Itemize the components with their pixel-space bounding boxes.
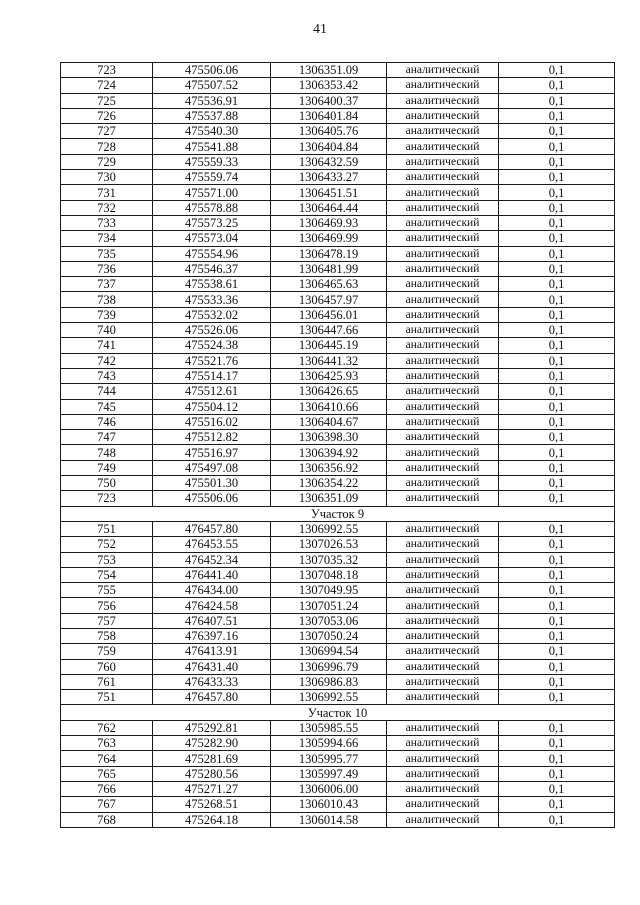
error-cell: 0,1 (499, 277, 615, 292)
point-number-cell: 765 (61, 766, 153, 781)
method-cell: аналитический (387, 445, 499, 460)
error-cell: 0,1 (499, 445, 615, 460)
method-cell: аналитический (387, 414, 499, 429)
y-coordinate-cell: 1306464.44 (271, 200, 387, 215)
point-number-cell: 723 (61, 63, 153, 78)
method-cell: аналитический (387, 720, 499, 735)
x-coordinate-cell: 475268.51 (153, 797, 271, 812)
point-number-cell: 755 (61, 583, 153, 598)
point-number-cell: 729 (61, 154, 153, 169)
table-row (61, 674, 615, 689)
table-row (61, 766, 615, 781)
method-cell: аналитический (387, 766, 499, 781)
x-coordinate-cell: 475521.76 (153, 353, 271, 368)
point-number-cell: 752 (61, 537, 153, 552)
table-row (61, 628, 615, 643)
table-row (61, 63, 615, 78)
table-row (61, 430, 615, 445)
table-row (61, 231, 615, 246)
table-row (61, 659, 615, 674)
error-cell: 0,1 (499, 491, 615, 506)
method-cell: аналитический (387, 674, 499, 689)
x-coordinate-cell: 476397.16 (153, 628, 271, 643)
point-number-cell: 746 (61, 414, 153, 429)
x-coordinate-cell: 475573.04 (153, 231, 271, 246)
x-coordinate-cell: 475507.52 (153, 78, 271, 93)
x-coordinate-cell: 475533.36 (153, 292, 271, 307)
x-coordinate-cell: 475512.82 (153, 430, 271, 445)
method-cell: аналитический (387, 430, 499, 445)
table-row (61, 567, 615, 582)
table-row (61, 414, 615, 429)
point-number-cell: 753 (61, 552, 153, 567)
x-coordinate-cell: 475516.97 (153, 445, 271, 460)
method-cell: аналитический (387, 277, 499, 292)
point-number-cell: 749 (61, 460, 153, 475)
method-cell: аналитический (387, 108, 499, 123)
x-coordinate-cell: 476433.33 (153, 674, 271, 689)
method-cell: аналитический (387, 185, 499, 200)
point-number-cell: 728 (61, 139, 153, 154)
table-row (61, 537, 615, 552)
method-cell: аналитический (387, 231, 499, 246)
method-cell: аналитический (387, 63, 499, 78)
method-cell: аналитический (387, 246, 499, 261)
y-coordinate-cell: 1306353.42 (271, 78, 387, 93)
y-coordinate-cell: 1306351.09 (271, 63, 387, 78)
x-coordinate-cell: 475516.02 (153, 414, 271, 429)
x-coordinate-cell: 475559.33 (153, 154, 271, 169)
point-number-cell: 750 (61, 476, 153, 491)
y-coordinate-cell: 1306433.27 (271, 170, 387, 185)
y-coordinate-cell: 1306456.01 (271, 307, 387, 322)
error-cell: 0,1 (499, 720, 615, 735)
method-cell: аналитический (387, 292, 499, 307)
method-cell: аналитический (387, 476, 499, 491)
method-cell: аналитический (387, 78, 499, 93)
y-coordinate-cell: 1306006.00 (271, 781, 387, 796)
table-row (61, 399, 615, 414)
point-number-cell: 768 (61, 812, 153, 827)
x-coordinate-cell: 475524.38 (153, 338, 271, 353)
table-row (61, 292, 615, 307)
table-row (61, 644, 615, 659)
section-title: Участок 10 (61, 705, 615, 720)
x-coordinate-cell: 475578.88 (153, 200, 271, 215)
table-row (61, 476, 615, 491)
method-cell: аналитический (387, 521, 499, 536)
point-number-cell: 754 (61, 567, 153, 582)
error-cell: 0,1 (499, 108, 615, 123)
point-number-cell: 734 (61, 231, 153, 246)
table-row (61, 736, 615, 751)
error-cell: 0,1 (499, 399, 615, 414)
method-cell: аналитический (387, 751, 499, 766)
error-cell: 0,1 (499, 307, 615, 322)
error-cell: 0,1 (499, 430, 615, 445)
point-number-cell: 742 (61, 353, 153, 368)
table-row (61, 781, 615, 796)
x-coordinate-cell: 475514.17 (153, 368, 271, 383)
x-coordinate-cell: 475506.06 (153, 63, 271, 78)
point-number-cell: 737 (61, 277, 153, 292)
y-coordinate-cell: 1307053.06 (271, 613, 387, 628)
point-number-cell: 741 (61, 338, 153, 353)
x-coordinate-cell: 475546.37 (153, 261, 271, 276)
table-row (61, 613, 615, 628)
table-row (61, 246, 615, 261)
y-coordinate-cell: 1306986.83 (271, 674, 387, 689)
y-coordinate-cell: 1306394.92 (271, 445, 387, 460)
method-cell: аналитический (387, 215, 499, 230)
x-coordinate-cell: 475281.69 (153, 751, 271, 766)
table-row (61, 200, 615, 215)
error-cell: 0,1 (499, 781, 615, 796)
error-cell: 0,1 (499, 797, 615, 812)
method-cell: аналитический (387, 307, 499, 322)
method-cell: аналитический (387, 537, 499, 552)
x-coordinate-cell: 475554.96 (153, 246, 271, 261)
point-number-cell: 758 (61, 628, 153, 643)
point-number-cell: 745 (61, 399, 153, 414)
method-cell: аналитический (387, 384, 499, 399)
table-row (61, 583, 615, 598)
table-row (61, 170, 615, 185)
y-coordinate-cell: 1305997.49 (271, 766, 387, 781)
y-coordinate-cell: 1306481.99 (271, 261, 387, 276)
error-cell: 0,1 (499, 185, 615, 200)
table-row (61, 552, 615, 567)
method-cell: аналитический (387, 399, 499, 414)
method-cell: аналитический (387, 154, 499, 169)
x-coordinate-cell: 476457.80 (153, 521, 271, 536)
error-cell: 0,1 (499, 476, 615, 491)
y-coordinate-cell: 1305994.66 (271, 736, 387, 751)
table-row (61, 323, 615, 338)
y-coordinate-cell: 1306010.43 (271, 797, 387, 812)
table-row (61, 384, 615, 399)
point-number-cell: 739 (61, 307, 153, 322)
error-cell: 0,1 (499, 292, 615, 307)
point-number-cell: 732 (61, 200, 153, 215)
section-row (61, 705, 615, 720)
point-number-cell: 744 (61, 384, 153, 399)
error-cell: 0,1 (499, 736, 615, 751)
y-coordinate-cell: 1305985.55 (271, 720, 387, 735)
x-coordinate-cell: 476441.40 (153, 567, 271, 582)
point-number-cell: 767 (61, 797, 153, 812)
table-row (61, 690, 615, 705)
table-row (61, 154, 615, 169)
error-cell: 0,1 (499, 812, 615, 827)
table-row (61, 812, 615, 827)
point-number-cell: 743 (61, 368, 153, 383)
error-cell: 0,1 (499, 751, 615, 766)
x-coordinate-cell: 475501.30 (153, 476, 271, 491)
section-title: Участок 9 (61, 506, 615, 521)
y-coordinate-cell: 1306410.66 (271, 399, 387, 414)
x-coordinate-cell: 475282.90 (153, 736, 271, 751)
table-row (61, 185, 615, 200)
error-cell: 0,1 (499, 246, 615, 261)
error-cell: 0,1 (499, 368, 615, 383)
table-row (61, 78, 615, 93)
point-number-cell: 759 (61, 644, 153, 659)
point-number-cell: 751 (61, 690, 153, 705)
y-coordinate-cell: 1306992.55 (271, 521, 387, 536)
y-coordinate-cell: 1306351.09 (271, 491, 387, 506)
error-cell: 0,1 (499, 537, 615, 552)
error-cell: 0,1 (499, 215, 615, 230)
point-number-cell: 760 (61, 659, 153, 674)
table-row (61, 751, 615, 766)
table-row (61, 307, 615, 322)
point-number-cell: 731 (61, 185, 153, 200)
y-coordinate-cell: 1306432.59 (271, 154, 387, 169)
y-coordinate-cell: 1306404.84 (271, 139, 387, 154)
error-cell: 0,1 (499, 200, 615, 215)
x-coordinate-cell: 476434.00 (153, 583, 271, 598)
point-number-cell: 725 (61, 93, 153, 108)
point-number-cell: 730 (61, 170, 153, 185)
error-cell: 0,1 (499, 690, 615, 705)
x-coordinate-cell: 475538.61 (153, 277, 271, 292)
method-cell: аналитический (387, 812, 499, 827)
x-coordinate-cell: 475292.81 (153, 720, 271, 735)
error-cell: 0,1 (499, 659, 615, 674)
method-cell: аналитический (387, 736, 499, 751)
error-cell: 0,1 (499, 628, 615, 643)
y-coordinate-cell: 1307049.95 (271, 583, 387, 598)
point-number-cell: 763 (61, 736, 153, 751)
coordinates-table (60, 62, 615, 828)
error-cell: 0,1 (499, 323, 615, 338)
x-coordinate-cell: 476407.51 (153, 613, 271, 628)
table-row (61, 277, 615, 292)
error-cell: 0,1 (499, 552, 615, 567)
method-cell: аналитический (387, 124, 499, 139)
point-number-cell: 724 (61, 78, 153, 93)
y-coordinate-cell: 1307048.18 (271, 567, 387, 582)
point-number-cell: 764 (61, 751, 153, 766)
table-row (61, 460, 615, 475)
method-cell: аналитический (387, 368, 499, 383)
table-row (61, 124, 615, 139)
y-coordinate-cell: 1306404.67 (271, 414, 387, 429)
table-row (61, 445, 615, 460)
x-coordinate-cell: 475512.61 (153, 384, 271, 399)
x-coordinate-cell: 475573.25 (153, 215, 271, 230)
method-cell: аналитический (387, 460, 499, 475)
x-coordinate-cell: 475571.00 (153, 185, 271, 200)
x-coordinate-cell: 475536.91 (153, 93, 271, 108)
point-number-cell: 751 (61, 521, 153, 536)
method-cell: аналитический (387, 613, 499, 628)
y-coordinate-cell: 1306400.37 (271, 93, 387, 108)
table-row (61, 353, 615, 368)
method-cell: аналитический (387, 139, 499, 154)
method-cell: аналитический (387, 690, 499, 705)
method-cell: аналитический (387, 598, 499, 613)
x-coordinate-cell: 476452.34 (153, 552, 271, 567)
error-cell: 0,1 (499, 460, 615, 475)
x-coordinate-cell: 475537.88 (153, 108, 271, 123)
point-number-cell: 747 (61, 430, 153, 445)
method-cell: аналитический (387, 552, 499, 567)
y-coordinate-cell: 1307051.24 (271, 598, 387, 613)
point-number-cell: 740 (61, 323, 153, 338)
point-number-cell: 736 (61, 261, 153, 276)
point-number-cell: 762 (61, 720, 153, 735)
point-number-cell: 723 (61, 491, 153, 506)
error-cell: 0,1 (499, 384, 615, 399)
y-coordinate-cell: 1306469.99 (271, 231, 387, 246)
y-coordinate-cell: 1307050.24 (271, 628, 387, 643)
method-cell: аналитический (387, 338, 499, 353)
method-cell: аналитический (387, 93, 499, 108)
table-row (61, 261, 615, 276)
x-coordinate-cell: 475497.08 (153, 460, 271, 475)
error-cell: 0,1 (499, 124, 615, 139)
error-cell: 0,1 (499, 414, 615, 429)
y-coordinate-cell: 1306469.93 (271, 215, 387, 230)
table-row (61, 797, 615, 812)
table-row (61, 215, 615, 230)
point-number-cell: 757 (61, 613, 153, 628)
error-cell: 0,1 (499, 567, 615, 582)
y-coordinate-cell: 1306994.54 (271, 644, 387, 659)
table-row (61, 338, 615, 353)
x-coordinate-cell: 476431.40 (153, 659, 271, 674)
x-coordinate-cell: 475532.02 (153, 307, 271, 322)
x-coordinate-cell: 476424.58 (153, 598, 271, 613)
method-cell: аналитический (387, 200, 499, 215)
y-coordinate-cell: 1307026.53 (271, 537, 387, 552)
y-coordinate-cell: 1306992.55 (271, 690, 387, 705)
error-cell: 0,1 (499, 231, 615, 246)
point-number-cell: 748 (61, 445, 153, 460)
error-cell: 0,1 (499, 353, 615, 368)
y-coordinate-cell: 1306405.76 (271, 124, 387, 139)
y-coordinate-cell: 1306445.19 (271, 338, 387, 353)
error-cell: 0,1 (499, 93, 615, 108)
error-cell: 0,1 (499, 63, 615, 78)
table-row (61, 521, 615, 536)
error-cell: 0,1 (499, 644, 615, 659)
method-cell: аналитический (387, 323, 499, 338)
method-cell: аналитический (387, 491, 499, 506)
error-cell: 0,1 (499, 613, 615, 628)
error-cell: 0,1 (499, 583, 615, 598)
x-coordinate-cell: 476413.91 (153, 644, 271, 659)
method-cell: аналитический (387, 659, 499, 674)
point-number-cell: 761 (61, 674, 153, 689)
y-coordinate-cell: 1306356.92 (271, 460, 387, 475)
y-coordinate-cell: 1306478.19 (271, 246, 387, 261)
x-coordinate-cell: 475504.12 (153, 399, 271, 414)
error-cell: 0,1 (499, 598, 615, 613)
error-cell: 0,1 (499, 170, 615, 185)
error-cell: 0,1 (499, 261, 615, 276)
y-coordinate-cell: 1306425.93 (271, 368, 387, 383)
coordinates-table-body (61, 63, 615, 828)
x-coordinate-cell: 476457.80 (153, 690, 271, 705)
page-number: 41 (313, 22, 327, 37)
method-cell: аналитический (387, 628, 499, 643)
error-cell: 0,1 (499, 521, 615, 536)
error-cell: 0,1 (499, 766, 615, 781)
method-cell: аналитический (387, 170, 499, 185)
y-coordinate-cell: 1306014.58 (271, 812, 387, 827)
method-cell: аналитический (387, 644, 499, 659)
method-cell: аналитический (387, 583, 499, 598)
x-coordinate-cell: 475271.27 (153, 781, 271, 796)
error-cell: 0,1 (499, 674, 615, 689)
point-number-cell: 756 (61, 598, 153, 613)
y-coordinate-cell: 1306354.22 (271, 476, 387, 491)
y-coordinate-cell: 1306996.79 (271, 659, 387, 674)
error-cell: 0,1 (499, 139, 615, 154)
y-coordinate-cell: 1306398.30 (271, 430, 387, 445)
y-coordinate-cell: 1305995.77 (271, 751, 387, 766)
table-row (61, 108, 615, 123)
section-row (61, 506, 615, 521)
method-cell: аналитический (387, 781, 499, 796)
point-number-cell: 727 (61, 124, 153, 139)
point-number-cell: 766 (61, 781, 153, 796)
table-row (61, 139, 615, 154)
method-cell: аналитический (387, 261, 499, 276)
error-cell: 0,1 (499, 338, 615, 353)
x-coordinate-cell: 475280.56 (153, 766, 271, 781)
table-row (61, 598, 615, 613)
point-number-cell: 738 (61, 292, 153, 307)
x-coordinate-cell: 476453.55 (153, 537, 271, 552)
table-row (61, 491, 615, 506)
x-coordinate-cell: 475506.06 (153, 491, 271, 506)
y-coordinate-cell: 1307035.32 (271, 552, 387, 567)
point-number-cell: 726 (61, 108, 153, 123)
table-row (61, 368, 615, 383)
table-row (61, 93, 615, 108)
method-cell: аналитический (387, 567, 499, 582)
y-coordinate-cell: 1306426.65 (271, 384, 387, 399)
y-coordinate-cell: 1306401.84 (271, 108, 387, 123)
point-number-cell: 733 (61, 215, 153, 230)
method-cell: аналитический (387, 797, 499, 812)
error-cell: 0,1 (499, 154, 615, 169)
x-coordinate-cell: 475559.74 (153, 170, 271, 185)
x-coordinate-cell: 475541.88 (153, 139, 271, 154)
table-row (61, 720, 615, 735)
y-coordinate-cell: 1306447.66 (271, 323, 387, 338)
x-coordinate-cell: 475540.30 (153, 124, 271, 139)
y-coordinate-cell: 1306451.51 (271, 185, 387, 200)
y-coordinate-cell: 1306457.97 (271, 292, 387, 307)
point-number-cell: 735 (61, 246, 153, 261)
x-coordinate-cell: 475264.18 (153, 812, 271, 827)
method-cell: аналитический (387, 353, 499, 368)
error-cell: 0,1 (499, 78, 615, 93)
x-coordinate-cell: 475526.06 (153, 323, 271, 338)
y-coordinate-cell: 1306465.63 (271, 277, 387, 292)
y-coordinate-cell: 1306441.32 (271, 353, 387, 368)
